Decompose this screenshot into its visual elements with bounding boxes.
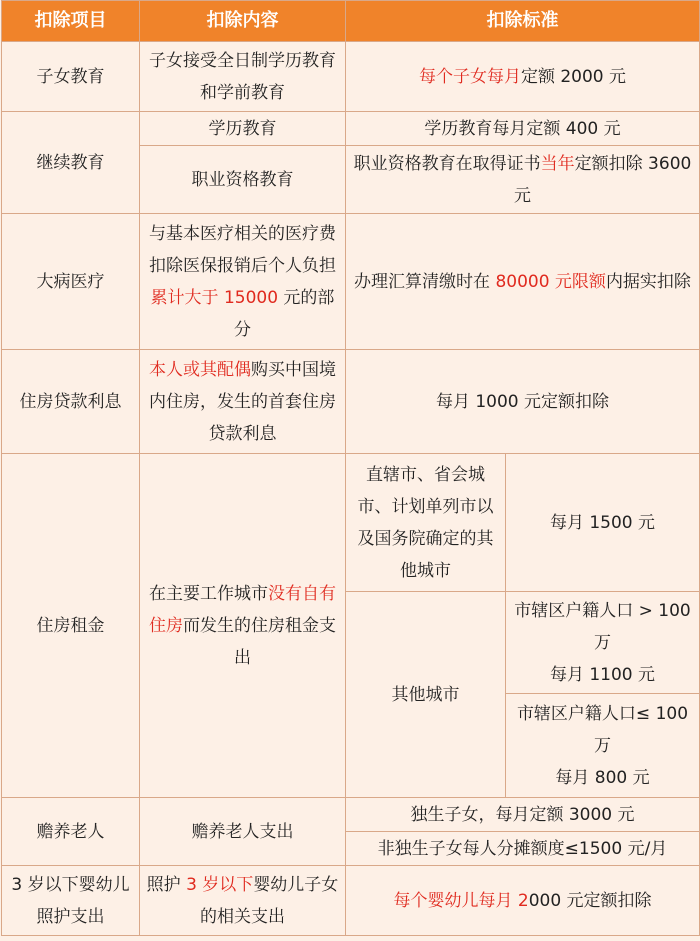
table-row bbox=[2, 214, 700, 350]
content-mortgage bbox=[140, 350, 346, 454]
content-text: 而发生的住房租金支出 bbox=[183, 615, 336, 668]
content-highlight: 本人或其配偶 bbox=[149, 359, 251, 380]
table-row bbox=[2, 112, 700, 146]
rent-amount-large: 每月 1100 元 bbox=[549, 664, 656, 685]
item-rent: 住房租金 bbox=[2, 454, 140, 798]
standard-text: 职业资格教育在取得证书 bbox=[353, 153, 541, 174]
content-elderly: 赡养老人支出 bbox=[140, 798, 346, 866]
standard-text: 定额 2000 元 bbox=[520, 66, 627, 87]
standard-highlight: 每个婴幼儿每月 2 bbox=[393, 890, 529, 911]
item-mortgage: 住房贷款利息 bbox=[2, 350, 140, 454]
standard-infant bbox=[346, 866, 700, 936]
content-text: 元的部分 bbox=[234, 287, 335, 340]
content-text: 与基本医疗相关的医疗费扣除医保报销后个人负担 bbox=[149, 223, 336, 276]
content-highlight: 累计大于 15000 bbox=[150, 287, 279, 308]
content-highlight: 没有自有住房 bbox=[149, 583, 336, 636]
content-highlight: 3 岁以下 bbox=[186, 874, 254, 895]
content-text: 购买中国境内住房，发生的首套住房贷款利息 bbox=[149, 359, 336, 444]
rent-standard-tier1: 每月 1500 元 bbox=[506, 454, 700, 592]
standard-text: 内据实扣除 bbox=[605, 271, 691, 292]
standard-child-edu bbox=[346, 42, 700, 112]
standard-highlight: 80000 元限额 bbox=[495, 271, 606, 292]
content-vocational-edu: 职业资格教育 bbox=[140, 146, 346, 214]
deduction-table bbox=[1, 0, 700, 936]
table-row bbox=[2, 42, 700, 112]
standard-medical bbox=[346, 214, 700, 350]
content-degree-edu: 学历教育 bbox=[140, 112, 346, 146]
item-infant: 3 岁以下婴幼儿照护支出 bbox=[2, 866, 140, 936]
item-child-edu: 子女教育 bbox=[2, 42, 140, 112]
rent-population-large: 市辖区户籍人口 > 100 万 bbox=[514, 600, 691, 653]
item-cont-edu: 继续教育 bbox=[2, 112, 140, 214]
standard-elderly-only-child: 独生子女，每月定额 3000 元 bbox=[346, 798, 700, 832]
content-rent bbox=[140, 454, 346, 798]
standard-mortgage: 每月 1000 元定额扣除 bbox=[346, 350, 700, 454]
rent-standard-large bbox=[506, 592, 700, 694]
standard-highlight: 当年 bbox=[540, 153, 575, 174]
item-medical: 大病医疗 bbox=[2, 214, 140, 350]
content-text: 在主要工作城市 bbox=[149, 583, 268, 604]
item-elderly: 赡养老人 bbox=[2, 798, 140, 866]
rent-population-small: 市辖区户籍人口≤ 100 万 bbox=[516, 703, 689, 756]
header-content: 扣除内容 bbox=[140, 1, 346, 42]
content-medical bbox=[140, 214, 346, 350]
content-text: 婴幼儿子女的相关支出 bbox=[200, 874, 339, 927]
content-child-edu: 子女接受全日制学历教育和学前教育 bbox=[140, 42, 346, 112]
standard-elderly-multi-child: 非独生子女每人分摊额度≤1500 元/月 bbox=[346, 832, 700, 866]
standard-text: 000 元定额扣除 bbox=[528, 890, 652, 911]
rent-city-tier1: 直辖市、省会城市、计划单列市以及国务院确定的其他城市 bbox=[346, 454, 506, 592]
header-row bbox=[2, 1, 700, 42]
standard-text: 定额扣除 3600 元 bbox=[514, 153, 692, 206]
standard-text: 办理汇算清缴时在 bbox=[354, 271, 496, 292]
rent-standard-small bbox=[506, 694, 700, 798]
table-row bbox=[2, 866, 700, 936]
content-text: 照护 bbox=[146, 874, 187, 895]
standard-vocational-edu bbox=[346, 146, 700, 214]
header-item: 扣除项目 bbox=[2, 1, 140, 42]
standard-degree-edu: 学历教育每月定额 400 元 bbox=[346, 112, 700, 146]
table-row bbox=[2, 350, 700, 454]
standard-highlight: 每个子女每月 bbox=[418, 66, 521, 87]
rent-city-other: 其他城市 bbox=[346, 592, 506, 798]
table-row bbox=[2, 454, 700, 592]
rent-amount-small: 每月 800 元 bbox=[555, 767, 650, 788]
content-infant bbox=[140, 866, 346, 936]
table-row bbox=[2, 798, 700, 832]
header-standard: 扣除标准 bbox=[346, 1, 700, 42]
